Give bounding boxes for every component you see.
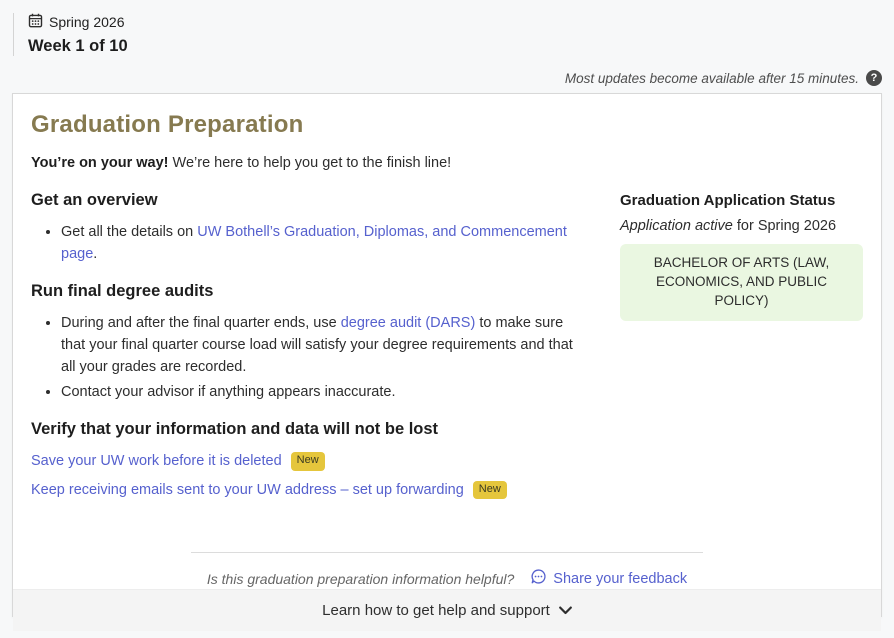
help-support-label: Learn how to get help and support [322,602,550,620]
calendar-icon [28,13,43,31]
help-icon[interactable]: ? [866,70,882,86]
feedback-link-label: Share your feedback [553,570,688,587]
term-label: Spring 2026 [49,14,125,30]
main-column [31,191,584,518]
dars-link[interactable]: degree audit (DARS) [340,315,476,332]
save-work-link[interactable]: Save your UW work before it is deleted [31,453,282,470]
top-strip [0,0,894,56]
overview-bullet-prefix: Get all the details on [61,224,198,240]
audit-bullet-prefix: During and after the final quarter ends, use [61,315,341,332]
feedback-row [191,552,703,589]
audits-heading: Run final degree audits [31,282,214,301]
intro-rest: We’re here to help you get to the finish line! [168,155,452,171]
card-body [13,94,881,589]
chevron-down-icon [559,602,572,619]
quarter-summary [13,13,882,56]
intro-bold: You’re on your way! [31,155,169,171]
audit-bullet-advisor: • Contact your advisor if anything appears inaccurate. [61,381,584,403]
update-row [12,70,882,86]
status-state: Application active [620,218,733,234]
section-audits [31,282,584,403]
comment-icon [530,568,547,589]
intro-text [31,155,863,171]
new-badge: New [291,452,325,470]
new-badge: New [473,481,507,499]
degree-status-badge: BACHELOR OF ARTS (LAW, ECONOMICS, AND PUBLIC POLICY) [620,244,863,321]
section-verify [31,420,584,501]
audit-bullet-suffix: to make sure that your final quarter course load will satisfy your degree requirements and that all your grades are recorded. [61,315,573,376]
status-column [584,191,863,518]
status-heading: Graduation Application Status [620,192,836,209]
update-notice: Most updates become available after 15 minutes. [564,70,859,86]
section-overview [31,191,584,265]
overview-heading: Get an overview [31,191,158,209]
page-title: Graduation Preparation [31,111,304,138]
save-work-row [31,450,584,472]
overview-bullet-suffix: . [93,246,98,263]
week-label: Week 1 of 10 [28,37,128,55]
graduation-preparation-card [12,93,882,620]
email-forwarding-row [31,479,584,501]
feedback-question: Is this graduation preparation information helpful? [206,570,515,587]
content-columns [31,191,863,518]
graduation-page-link[interactable]: UW Bothell’s Graduation, Diplomas, and Commencement page [61,224,567,263]
verify-heading: Verify that your information and data will not be lost [31,420,439,439]
audit-bullet-dars [61,312,584,378]
email-forwarding-link[interactable]: Keep receiving emails sent to your UW address – set up forwarding [31,481,464,498]
status-term: for Spring 2026 [732,218,837,234]
feedback-link[interactable] [530,568,687,589]
help-support-toggle[interactable] [13,589,881,631]
overview-bullet [61,221,584,265]
status-line [620,218,863,234]
